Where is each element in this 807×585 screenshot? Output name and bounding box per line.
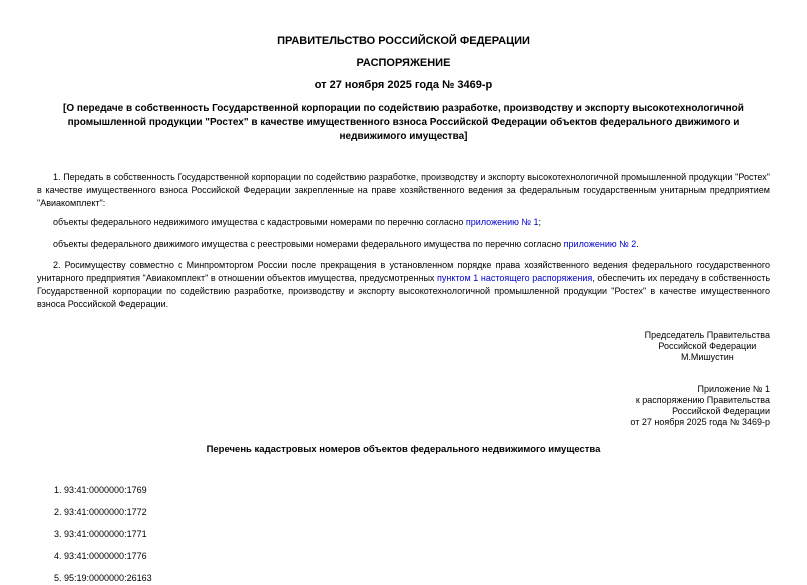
signature-block [645, 330, 770, 363]
cadastral-number-item: 2. 93:41:0000000:1772 [54, 507, 147, 517]
cadastral-numbers-list [37, 484, 770, 585]
subitem-immovable-tail: ; [538, 217, 542, 227]
appendix-ref-line1: Приложение № 1 [697, 384, 770, 394]
paragraph-2-text: 2. Росимуществу совместно с Минпромторгом России после прекращения в установленном порядке права хозяйственного ведения федерального государственного унитарного предприятия "Авиакомплект" в отношении объектов имущества, предусмотренных [37, 260, 770, 283]
link-clause-1[interactable]: пунктом 1 настоящего распоряжения [437, 273, 593, 283]
appendix-ref-line4: от 27 ноября 2025 года № 3469-р [630, 417, 770, 427]
signature-name: М.Мишустин [680, 352, 734, 362]
link-appendix-2[interactable]: приложению № 2 [563, 239, 637, 249]
doc-subject-title: [О передаче в собственность Государственной корпорации по содействию разработке, производству и экспорту высокотехнологичной промышленной продукции "Ростех" в качестве имущественного взноса Российской Федерации объектов федерального движимого и недвижимого имущества] [63, 103, 744, 142]
subitem-immovable-text: объекты федерального недвижимого имущества с кадастровыми номерами по перечню согласно [53, 217, 466, 227]
appendix-reference-block [37, 384, 770, 428]
paragraph-2-tail: , обеспечить их передачу в собственность Государственной корпорации по содействию разработке, производству и экспорту высокотехнологичной промышленной продукции "Ростех" в качестве имущественного взноса Российской Федерации. [37, 273, 771, 309]
cadastral-number-item: 1. 93:41:0000000:1769 [54, 485, 147, 495]
authority-title: ПРАВИТЕЛЬСТВО РОССИЙСКОЙ ФЕДЕРАЦИИ [277, 35, 530, 47]
subitem-immovable [37, 216, 770, 229]
subitem-movable-tail: . [636, 239, 639, 249]
paragraph-1: 1. Передать в собственность Государственной корпорации по содействию разработке, производству и экспорту высокотехнологичной промышленной продукции "Ростех" в качестве имущественного взноса Российской Федерации закрепленные на праве хозяйственного ведения за федеральным государственным унитарным предприятием "Авиакомплект": [37, 172, 770, 208]
signature-position-line2: Российской Федерации [658, 341, 757, 351]
appendix-title: Перечень кадастровых номеров объектов федерального недвижимого имущества [206, 444, 601, 455]
appendix-ref-line2: к распоряжению Правительства [635, 395, 770, 405]
subitem-movable-text: объекты федерального движимого имущества с реестровыми номерами федерального имущества по перечню согласно [53, 239, 564, 249]
doc-date-number: от 27 ноября 2025 года № 3469-р [314, 79, 493, 91]
link-appendix-1[interactable]: приложению № 1 [465, 217, 539, 227]
paragraph-2 [37, 259, 770, 311]
doc-type-title: РАСПОРЯЖЕНИЕ [356, 57, 451, 69]
appendix-ref-line3: Российской Федерации [672, 406, 770, 416]
cadastral-number-item: 3. 93:41:0000000:1771 [54, 529, 147, 539]
subitem-movable [37, 238, 770, 251]
cadastral-number-item: 5. 95:19:0000000:26163 [54, 573, 152, 583]
cadastral-number-item: 4. 93:41:0000000:1776 [54, 551, 147, 561]
signature-position-line1: Председатель Правительства [644, 330, 770, 340]
